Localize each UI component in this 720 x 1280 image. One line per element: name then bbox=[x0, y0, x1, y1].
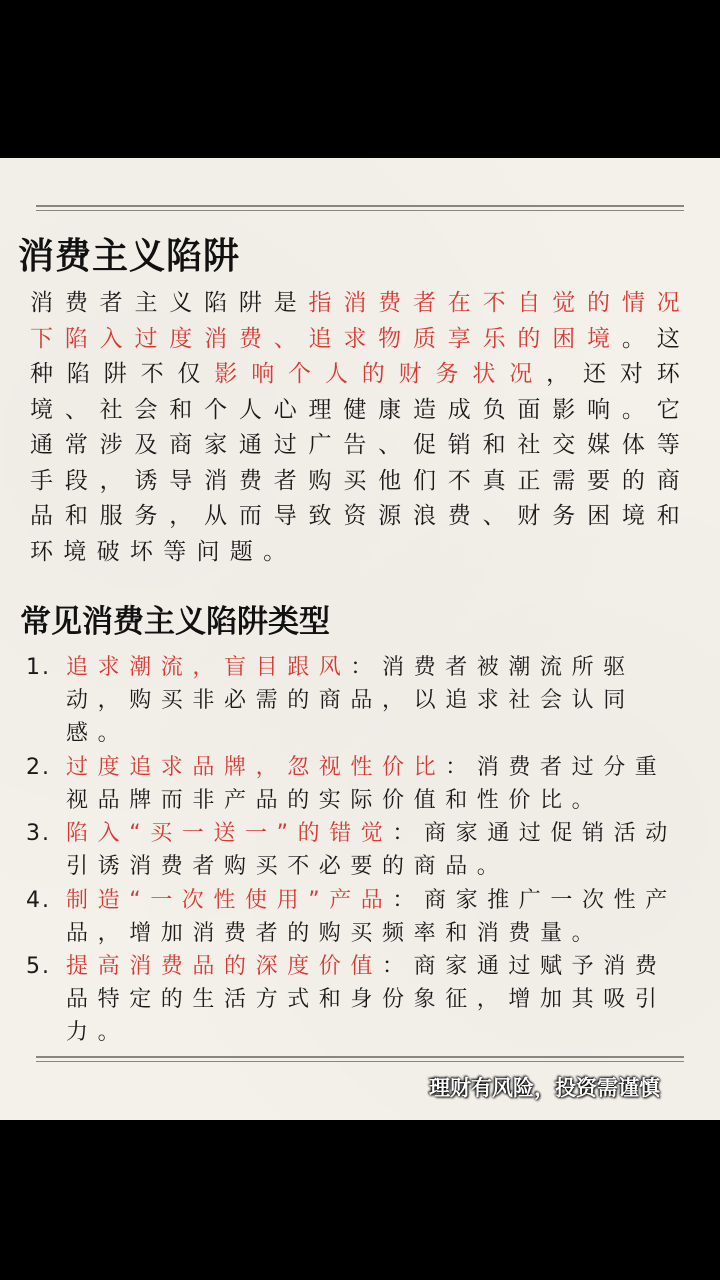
list-item bbox=[26, 817, 686, 883]
list-item bbox=[26, 884, 686, 950]
top-divider bbox=[36, 205, 684, 211]
document-page bbox=[0, 158, 720, 1120]
intro-text-3: ，还对环境、社会和个人心理健康造成负面影响。它通常涉及商家通过广告、促销和社交媒体等手段，诱导消费者购买他们不真正需要的商品和服务，从而导致资源浪费、财务困境和环境破坏等问题。 bbox=[30, 361, 691, 565]
item-highlight: 陷入“买一送一”的错觉 bbox=[66, 821, 393, 846]
item-text: ：商家通过促销活动引诱消费者购买不必要的商品。 bbox=[66, 821, 677, 879]
item-text: ：消费者被潮流所驱动，购买非必需的商品，以追求社会认同感。 bbox=[66, 655, 635, 746]
bottom-divider bbox=[36, 1056, 684, 1062]
item-number: 4. bbox=[26, 887, 51, 913]
item-highlight: 制造“一次性使用”产品 bbox=[66, 887, 393, 913]
intro-text-2: 。这种陷阱不仅 bbox=[30, 325, 690, 387]
item-number: 1. bbox=[26, 655, 51, 680]
intro-highlight-2: 影响个人的财务状况 bbox=[214, 361, 547, 387]
item-highlight: 提高消费品的深度价值 bbox=[66, 954, 383, 979]
risk-disclaimer: 理财有风险，投资需谨慎 bbox=[429, 1076, 660, 1100]
list-item bbox=[26, 751, 686, 817]
item-text: ：消费者过分重视品牌而非产品的实际价值和性价比。 bbox=[66, 754, 667, 813]
item-text: ：商家通过赋予消费品特定的生活方式和身份象征，增加其吸引力。 bbox=[66, 954, 667, 1045]
item-highlight: 过度追求品牌，忽视性价比 bbox=[66, 754, 446, 780]
list-item bbox=[26, 950, 686, 1049]
item-highlight: 追求潮流，盲目跟风 bbox=[66, 655, 351, 680]
item-number: 3. bbox=[26, 821, 51, 846]
intro-paragraph bbox=[30, 286, 690, 570]
intro-highlight-1: 指消费者在不自觉的情况下陷入过度消费、追求物质享乐的困境 bbox=[30, 290, 690, 352]
page-title: 消费主义陷阱 bbox=[18, 236, 241, 277]
item-text: ：商家推广一次性产品，增加消费者的购买频率和消费量。 bbox=[66, 887, 677, 946]
trap-type-list bbox=[26, 651, 686, 1050]
item-number: 2. bbox=[26, 754, 51, 780]
intro-text-1: 消费者主义陷阱是 bbox=[30, 290, 309, 316]
section-title: 常见消费主义陷阱类型 bbox=[20, 604, 330, 640]
item-number: 5. bbox=[26, 954, 51, 979]
list-item bbox=[26, 651, 686, 750]
